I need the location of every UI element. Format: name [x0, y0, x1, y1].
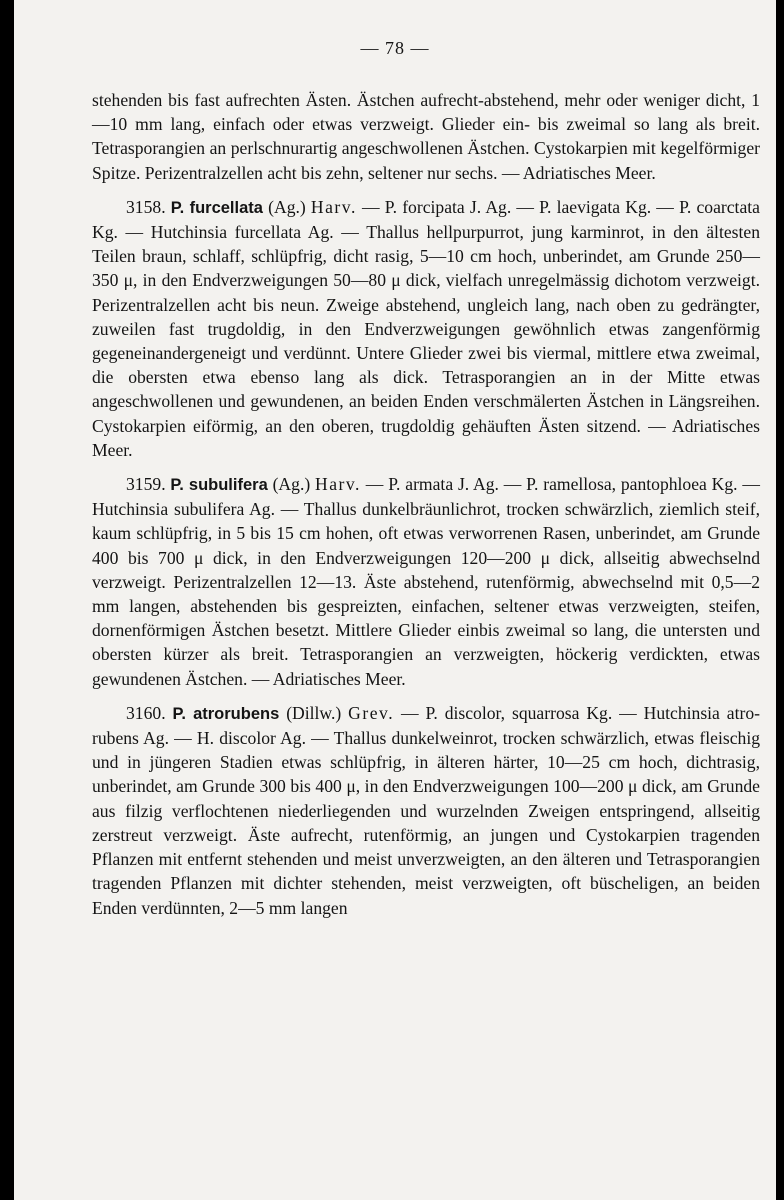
author-name: Grev.	[348, 702, 395, 723]
author-name: Harv.	[310, 196, 357, 217]
species-description: — P. armata J. Ag. — P. ramellosa, pantophloea Kg. — Hutchinsia subulifera Ag. — Thallus dunkelbräunlichrot, trocken schwärzlich, ziemlich steif, kaum schlüpfrig, in 5 bis 15 cm hohen, oft etwas verworrenen Rasen, unberindet, am Grunde 400 bis 700 μ dick, in den Endverzweigungen 120—200 μ dick, allseitig abwechselnd verzweigt. Perizentralzellen 12—13. Äste abstehend, rutenförmig, abwechselnd mit 0,5—2 mm langen, abstehenden bis gespreizten, einfachen, seltener etwas verzweigten, steifen, dornenförmigen Ästchen besetzt. Mittlere Glieder einbis zweimal so lang, die untersten und obersten kürzer als breit. Tetrasporangien an verzweigten, höckerig verdickten, etwas gewundenen Ästchen. — Adriatisches Meer.	[92, 474, 760, 689]
author-name: Harv.	[315, 474, 361, 495]
species-entry-3158	[92, 195, 760, 462]
species-name: P. subulifera	[170, 476, 268, 495]
species-name: P. furcellata	[170, 198, 263, 217]
author-abbreviation: (Ag.)	[272, 474, 311, 495]
continuation-paragraph: stehenden bis fast aufrechten Ästen. Ästchen aufrecht-abstehend, mehr oder weniger dicht, 1—10 mm lang, einfach oder etwas verzweigt. Glieder ein- bis zweimal so lang als breit. Tetrasporangien an perlschnurartig angeschwollenen Ästchen. Cystokarpien mit kegelförmiger Spitze. Perizentralzellen acht bis zehn, seltener nur sechs. — Adriatisches Meer.	[92, 90, 760, 183]
page-text	[92, 88, 760, 920]
entry-number: 3158.	[126, 196, 166, 217]
species-entry-3159	[92, 472, 760, 691]
page-number: — 78 —	[360, 38, 430, 58]
author-abbreviation: (Ag.)	[268, 196, 306, 217]
entry-number: 3160.	[126, 702, 166, 723]
species-description: — P. discolor, squarrosa Kg. — Hutchinsia atro-rubens Ag. — H. discolor Ag. — Thallus dunkelweinrot, trocken schwärzlich, etwas fleischig und in jüngeren Stadien etwas schlüpfrig, in älteren härter, 10—25 cm hoch, dichtrasig, unberindet, am Grunde 300 bis 400 μ, in den Endverzweigungen 100—200 μ dick, am Grunde aus filzig verflochtenen niederliegenden und wurzelnden Zweigen entspringend, allseitig zerstreut verzweigt. Äste aufrecht, rutenförmig, an jungen und Cystokarpien tragenden Pflanzen mit entfernt stehenden und meist unverzweigten, an den älteren und Tetrasporangien tragenden Pflanzen mit dichter stehenden, meist verzweigten, oft büscheligen, an beiden Enden verdünnten, 2—5 mm langen	[92, 702, 760, 918]
species-description: — P. forcipata J. Ag. — P. laevigata Kg. — P. coarctata Kg. — Hutchinsia furcellata Ag. — Thallus hellpurpurrot, jung karminrot, in den ältesten Teilen braun, schlaff, schlüpfrig, dicht rasig, 5—10 cm hoch, unberindet, am Grunde 250—350 μ, in den Endverzweigungen 50—80 μ dick, vielfach unregelmässig dichotom verzweigt. Perizentralzellen acht bis neun. Zweige abstehend, ungleich lang, nach oben zu gedrängter, zuweilen fast trugdoldig, in den Endverzweigungen gewöhnlich etwas zangenförmig gegeneinandergeneigt und verdünnt. Untere Glieder zwei bis viermal, mittlere etwa zweimal, die obersten etwa ebenso lang als dick. Tetrasporangien an in der Mitte etwas angeschwollenen und gewundenen, an beiden Enden verschmälerten Ästchen in Längsreihen. Cystokarpien eiförmig, an den oberen, trugdoldig gehäuften Ästen sitzend. — Adriatisches Meer.	[92, 196, 760, 460]
book-page	[14, 0, 776, 1200]
author-abbreviation: (Dillw.)	[286, 702, 342, 723]
species-entry-3160	[92, 701, 760, 920]
entry-number: 3159.	[126, 474, 166, 495]
species-name: P. atrorubens	[172, 704, 280, 723]
